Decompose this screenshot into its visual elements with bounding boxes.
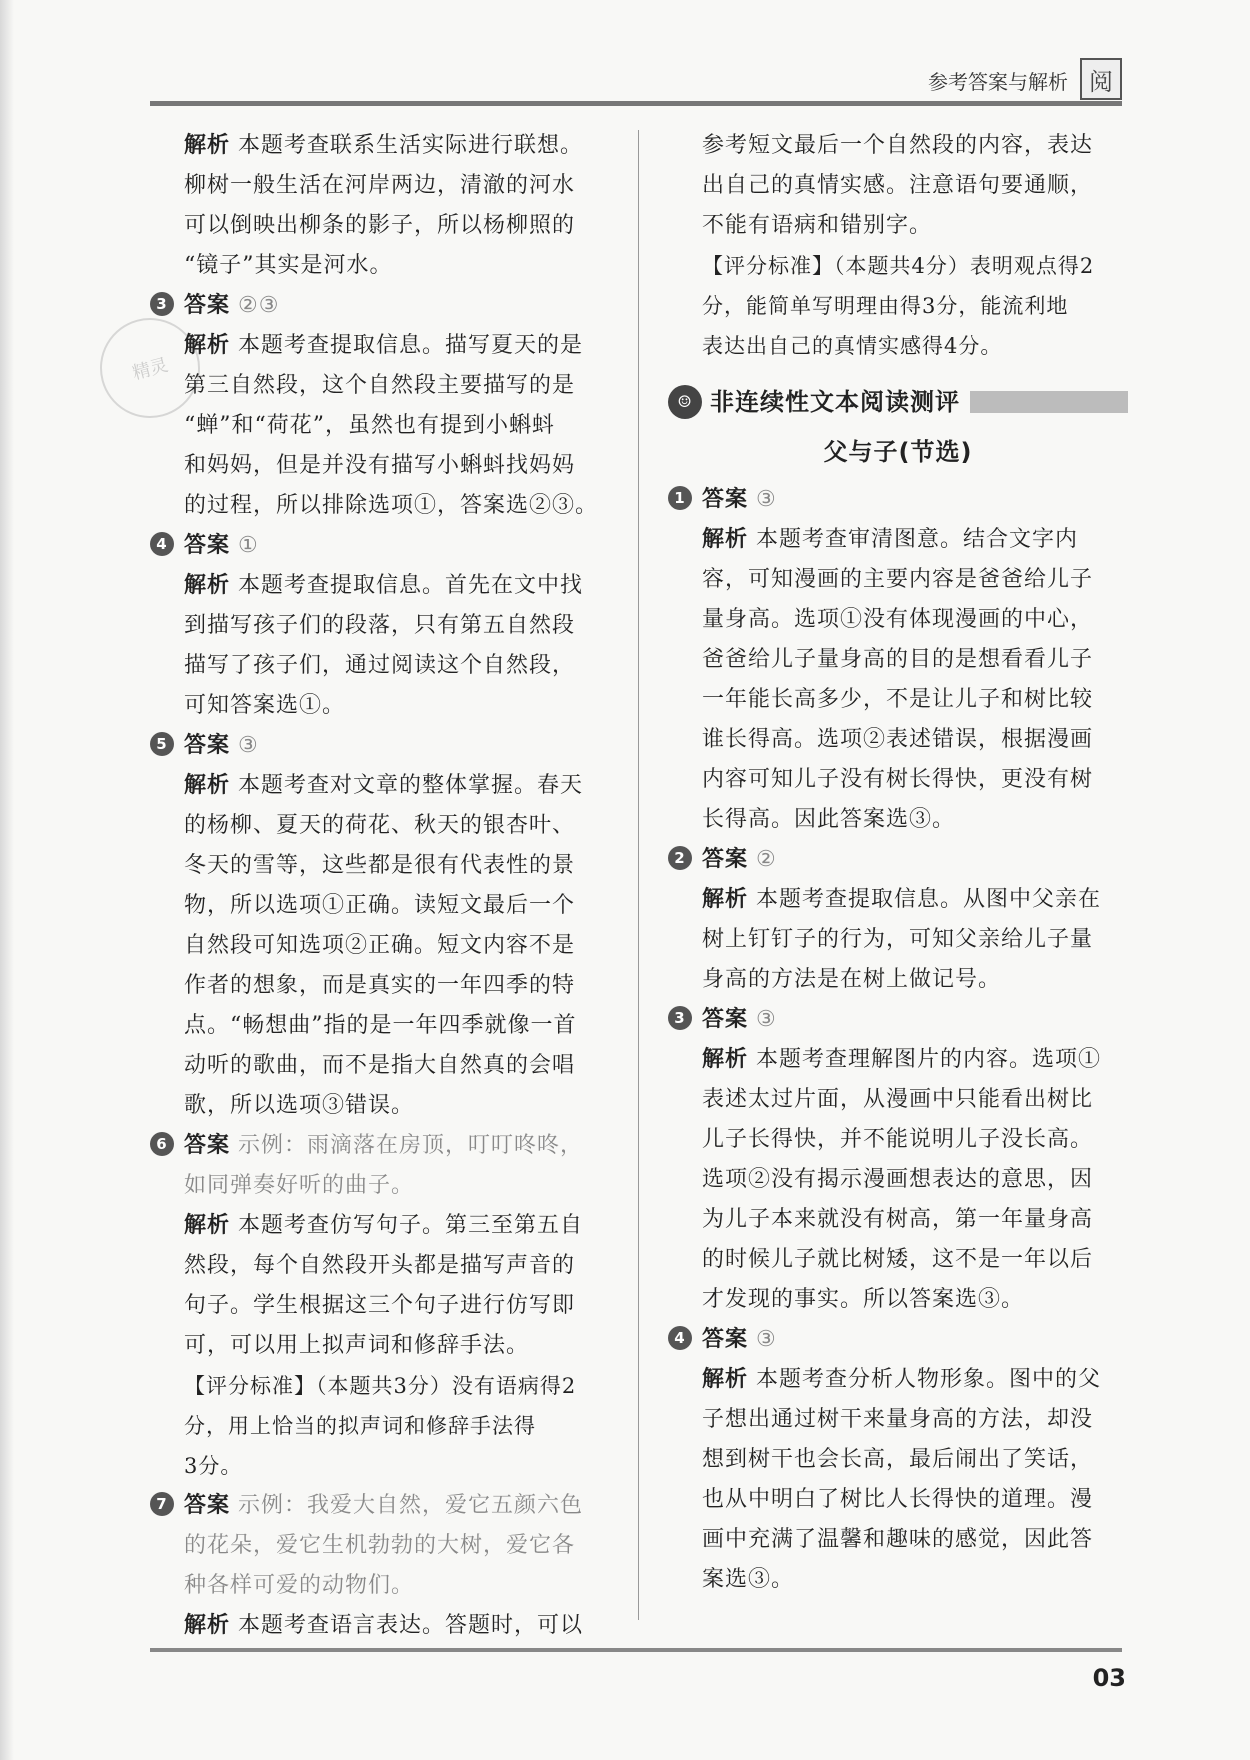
watermark-stamp: 精灵 — [89, 307, 211, 429]
answer-row-q5: 5 答案 ③ — [150, 726, 610, 766]
analysis-block: 解析 本题考查分析人物形象。图中的父 子想出通过树干来量身高的方法，却没 想到树干也会长高，最后闹出了笑话， 也从中明白了树比人长得快的道理。漫 画中充满了温馨和趣味的感觉，因此答 案选③。 — [702, 1367, 1102, 1592]
score-criteria: 【评分标准】（本题共3分）没有语病得2 — [184, 1374, 577, 1398]
answer-row-q6: 6 答案 示例：雨滴落在房顶，叮叮咚咚， — [150, 1126, 610, 1166]
article-title: 父与子(节选) — [823, 438, 973, 466]
analysis-block: 解析 本题考查联系生活实际进行联想。 柳树一般生活在河岸两边，清澈的河水 可以倒映出柳条的影子，所以杨柳照的 “镜子”其实是河水。 — [184, 133, 584, 278]
column-divider — [638, 130, 639, 1620]
page-edge-shadow — [0, 0, 14, 1760]
question-number: 3 — [668, 1006, 692, 1030]
question-number: 7 — [150, 1492, 174, 1516]
answer-value: ③ — [756, 1007, 777, 1032]
question-number: 5 — [150, 732, 174, 756]
analysis-block: 如同弹奏好听的曲子。 解析 本题考查仿写句子。第三至第五自 然段，每个自然段开头都是描写声音的 句子。学生根据这三个句子进行仿写即 可，可以用上拟声词和修辞手法。 【评分标准】（本题共3分）没有语病得2 分，用上恰当的拟声词和修辞手法得 3分。 — [150, 1166, 610, 1486]
header-seal-icon: 阅 — [1080, 58, 1122, 100]
analysis-block: 解析 本题考查审清图意。结合文字内 容，可知漫画的主要内容是爸爸给儿子 量身高。选项①没有体现漫画的中心， 爸爸给儿子量身高的目的是想看看儿子 一年能长高多少，不是让儿子和树比较 谁长得高。选项②表述错误，根据漫画 内容可知儿子没有树长得快，更没有树 长得高。因此答案选③。 — [702, 527, 1094, 832]
answer-row-r4: 4 答案 ③ — [668, 1320, 1128, 1360]
answer-value: 示例：我爱大自然，爱它五颜六色 — [238, 1493, 584, 1518]
footer-rule — [150, 1648, 1122, 1652]
answer-row-q7: 7 答案 示例：我爱大自然，爱它五颜六色 — [150, 1486, 610, 1526]
answer-value: ②③ — [238, 293, 280, 318]
question-number: 6 — [150, 1132, 174, 1156]
analysis-block: 解析 本题考查提取信息。首先在文中找 到描写孩子们的段落，只有第五自然段 描写了孩子们，通过阅读这个自然段， 可知答案选①。 — [184, 573, 584, 718]
analysis-continuation: 参考短文最后一个自然段的内容，表达 出自己的真情实感。注意语句要通顺， 不能有语病和错别字。 【评分标准】（本题共4分）表明观点得2 分，能简单写明理由得3分，能流利地 表达出自己的真情实感得4分。 — [668, 126, 1128, 366]
answer-row-q3: 3 答案 ②③ — [150, 286, 610, 326]
answer-value: ③ — [756, 487, 777, 512]
answer-value: ③ — [756, 1327, 777, 1352]
analysis-block: 的花朵，爱它生机勃勃的大树，爱它各 种各样可爱的动物们。 解析 本题考查语言表达。答题时，可以 — [184, 1533, 584, 1638]
analysis-block: 解析 本题考查理解图片的内容。选项① 表述太过片面，从漫画中只能看出树比 儿子长得快，并不能说明儿子没长高。 选项②没有揭示漫画想表达的意思，因 为儿子本来就没有树高，第一年量身高 的时候儿子就比树矮，这不是一年以后 才发现的事实。所以答案选③。 — [702, 1047, 1102, 1312]
answer-value: ③ — [238, 733, 259, 758]
section-header — [668, 378, 1128, 426]
answer-value: ① — [238, 533, 259, 558]
header-title: 参考答案与解析 — [928, 70, 1068, 94]
analysis-label: 解析 — [184, 133, 231, 158]
answer-value: 示例：雨滴落在房顶，叮叮咚咚， — [238, 1133, 584, 1158]
analysis-block: 解析 本题考查提取信息。描写夏天的是 第三自然段，这个自然段主要描写的是 “蝉”和“荷花”，虽然也有提到小蝌蚪 和妈妈，但是并没有描写小蝌蚪找妈妈 的过程，所以排除选项①，答案选②③。 — [184, 333, 599, 518]
page-number: 03 — [1092, 1664, 1126, 1692]
question-number: 4 — [150, 532, 174, 556]
analysis-block: 解析 本题考查提取信息。从图中父亲在 树上钉钉子的行为，可知父亲给儿子量 身高的方法是在树上做记号。 — [702, 887, 1102, 992]
left-column — [150, 126, 610, 1646]
answer-row-q4: 4 答案 ① — [150, 526, 610, 566]
answer-row-r2: 2 答案 ② — [668, 840, 1128, 880]
question-number: 1 — [668, 486, 692, 510]
answer-row-r3: 3 答案 ③ — [668, 1000, 1128, 1040]
question-number: 3 — [150, 292, 174, 316]
reader-mascot-icon: ☺ — [668, 385, 702, 419]
answer-row-r1: 1 答案 ③ — [668, 480, 1128, 520]
analysis-block: 解析 本题考查对文章的整体掌握。春天 的杨柳、夏天的荷花、秋天的银杏叶、 冬天的雪等，这些都是很有代表性的景 物，所以选项①正确。读短文最后一个 自然段可知选项②正确。短文内容不是 作者的想象，而是真实的一年四季的特 点。“畅想曲”指的是一年四季就像一首 动听的歌曲，而不是指大自然真的会唱 歌，所以选项③错误。 — [184, 773, 584, 1118]
header-rule — [150, 101, 1122, 106]
answer-value: ② — [756, 847, 777, 872]
score-criteria: 【评分标准】（本题共4分）表明观点得2 — [702, 254, 1095, 278]
section-bar — [970, 391, 1128, 413]
question-number: 4 — [668, 1326, 692, 1350]
section-title: 非连续性文本阅读测评 — [710, 388, 960, 416]
right-column — [668, 126, 1128, 1600]
question-number: 2 — [668, 846, 692, 870]
